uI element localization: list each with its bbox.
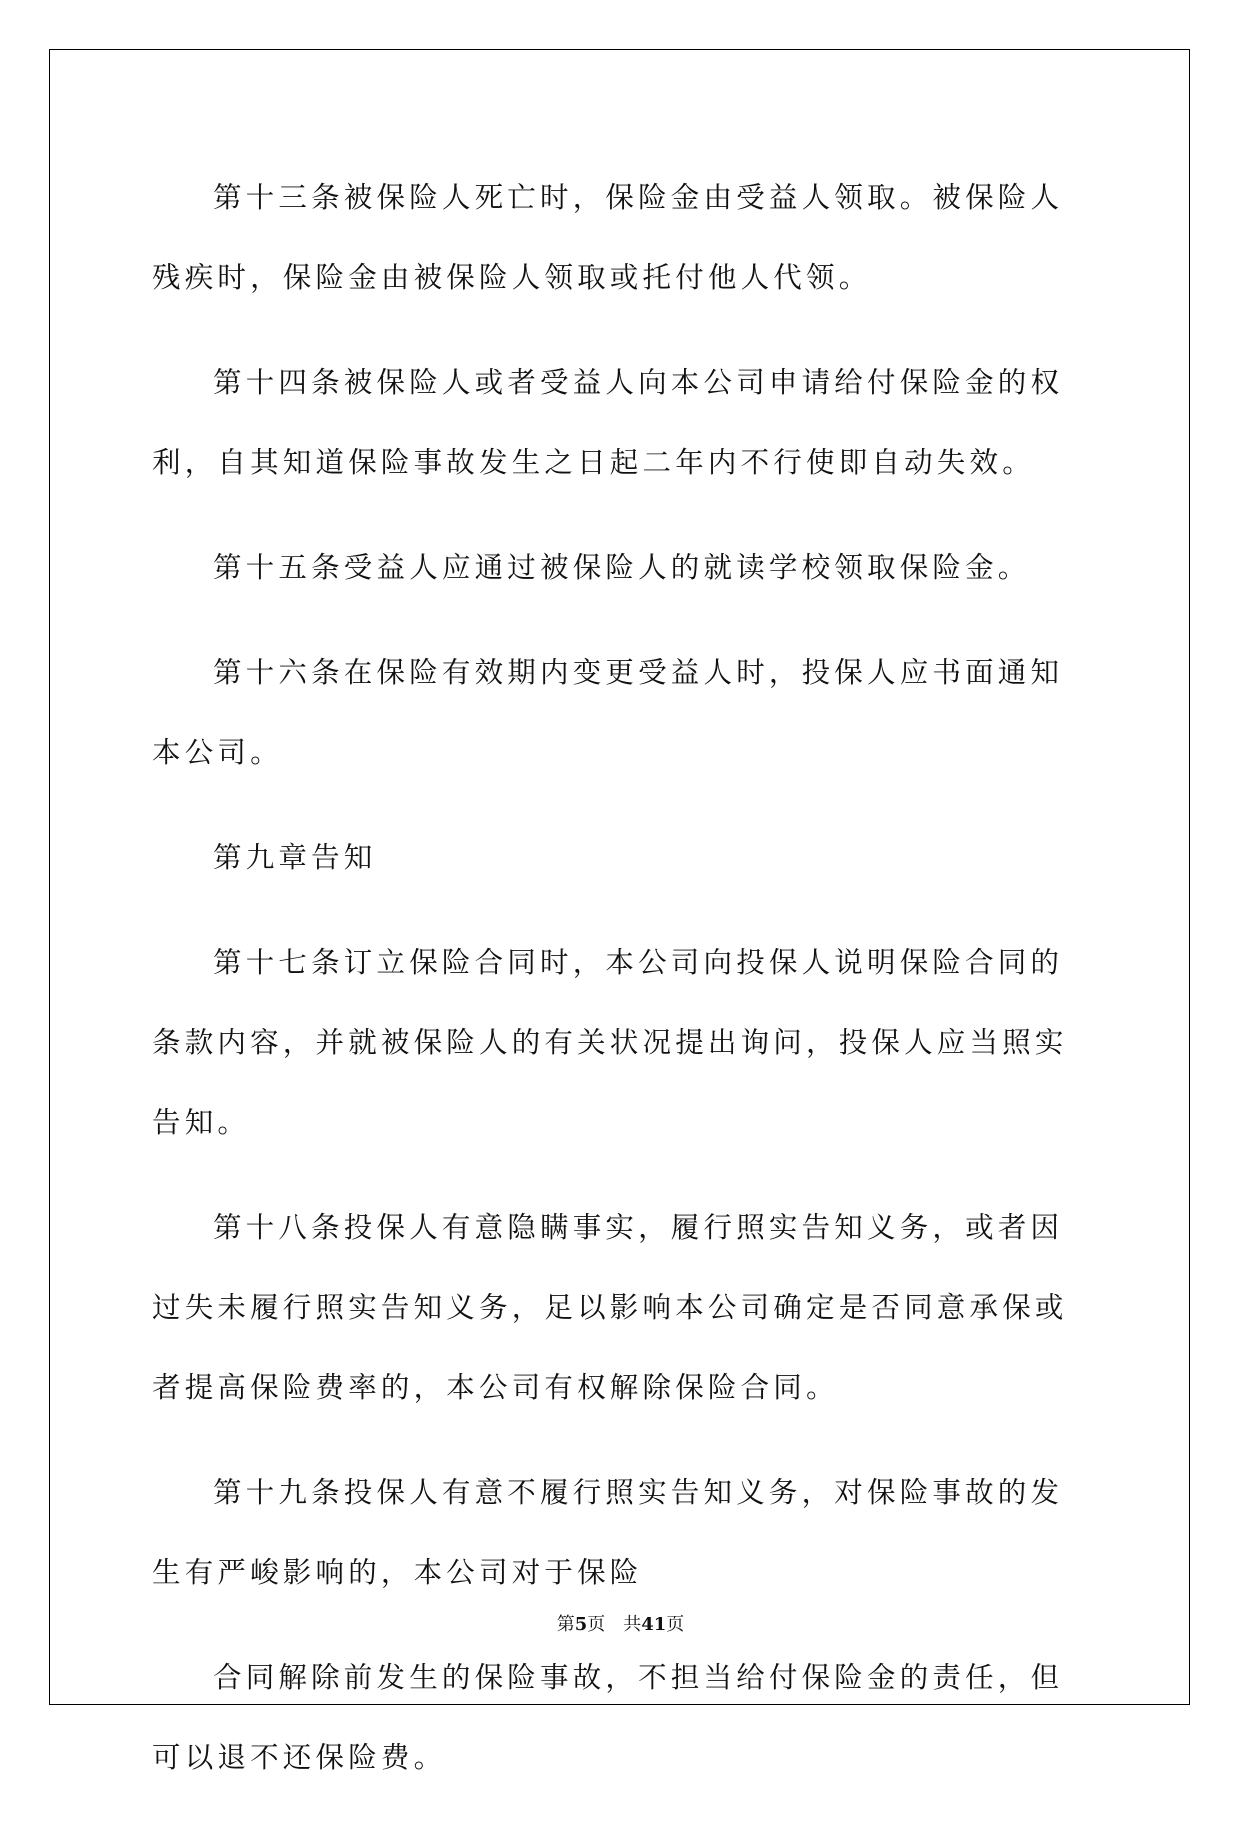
paragraph-article-17: 第十七条订立保险合同时，本公司向投保人说明保险合同的条款内容，并就被保险人的有关状况提出询问，投保人应当照实告知。 — [152, 946, 1068, 1139]
footer-total-prefix: 共 — [623, 1614, 642, 1635]
paragraph-article-15: 第十五条受益人应通过被保险人的就读学校领取保险金。 — [213, 551, 1031, 584]
paragraph-article-18: 第十八条投保人有意隐瞒事实，履行照实告知义务，或者因过失未履行照实告知义务，足以影响本公司确定是否同意承保或者提高保险费率的，本公司有权解除保险合同。 — [152, 1211, 1068, 1404]
paragraph-article-14: 第十四条被保险人或者受益人向本公司申请给付保险金的权利，自其知道保险事故发生之日起二年内不行使即自动失效。 — [152, 366, 1064, 479]
page-footer — [0, 1610, 1241, 1636]
paragraph-article-19: 第十九条投保人有意不履行照实告知义务，对保险事故的发生有严峻影响的，本公司对于保险 — [152, 1476, 1064, 1589]
paragraph-article-19-continued: 合同解除前发生的保险事故，不担当给付保险金的责任，但可以退不还保险费。 — [152, 1661, 1064, 1774]
paragraph-article-13: 第十三条被保险人死亡时，保险金由受益人领取。被保险人残疾时，保险金由被保险人领取或托付他人代领。 — [152, 181, 1064, 294]
paragraph-article-16: 第十六条在保险有效期内变更受益人时，投保人应书面通知本公司。 — [152, 656, 1064, 769]
current-page-number: 5 — [574, 1614, 588, 1635]
document-body — [152, 158, 1092, 1823]
footer-prefix: 第 — [556, 1614, 575, 1635]
footer-page-suffix: 页 — [587, 1614, 606, 1635]
total-pages-number: 41 — [641, 1614, 667, 1635]
chapter-heading: 第九章告知 — [213, 841, 377, 874]
footer-total-suffix: 页 — [666, 1614, 685, 1635]
